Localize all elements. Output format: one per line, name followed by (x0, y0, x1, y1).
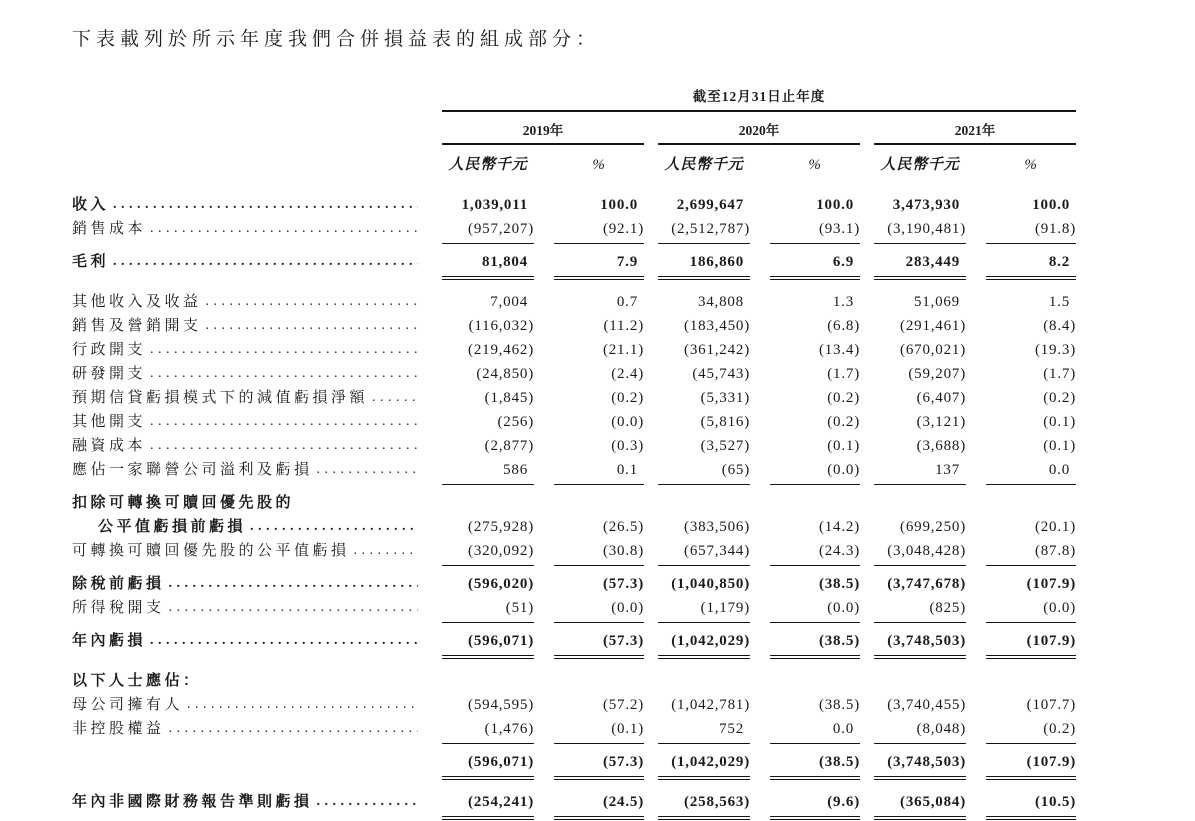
row-label (72, 290, 442, 314)
value-cell (442, 669, 534, 693)
percent-cell: (38.5) (818, 576, 860, 592)
row-label-text: 公平值虧損前虧損 (98, 519, 247, 535)
period-header: 截至12月31日止年度 (442, 85, 1076, 112)
percent-cell: 0.0 (986, 458, 1076, 485)
value-cell: (3,747,678) (887, 576, 966, 592)
value-cell: 81,804 (442, 250, 534, 280)
table-row (72, 386, 1076, 410)
row-label (72, 362, 442, 386)
value-cell: (8,048) (874, 717, 966, 744)
value-cell: (1,179) (658, 596, 750, 623)
percent-cell: (1.7) (1043, 366, 1076, 382)
table-row (72, 290, 1076, 314)
percent-cell: (57.3) (554, 750, 644, 780)
percent-cell: 0.1 (554, 458, 644, 485)
dot-leader (169, 596, 418, 623)
percent-cell: (14.2) (818, 519, 860, 535)
row-label (72, 750, 442, 780)
table-row (72, 790, 1076, 820)
percent-cell: 1.3 (832, 294, 854, 310)
table-row (72, 750, 1076, 780)
value-cell: (45,743) (692, 366, 750, 382)
table-row (72, 314, 1076, 338)
value-cell: 1,039,011 (461, 197, 528, 213)
row-label (72, 458, 442, 485)
value-cell: (116,032) (468, 318, 534, 334)
value-cell: 283,449 (874, 250, 966, 280)
value-cell: (254,241) (442, 790, 534, 820)
percent-cell: 100.0 (1032, 197, 1070, 213)
dot-leader (206, 290, 418, 314)
unit-header: 人民幣千元 (664, 157, 744, 173)
table-row (72, 693, 1076, 717)
table-row (72, 410, 1076, 434)
row-label-text: 行政開支 (72, 342, 147, 358)
value-cell: (3,190,481) (874, 217, 966, 244)
percent-cell (986, 491, 1076, 515)
value-cell: (1,040,850) (671, 576, 750, 592)
value-cell: (3,748,503) (874, 629, 966, 659)
value-cell: 137 (874, 458, 966, 485)
percent-cell: (0.0) (554, 596, 644, 623)
value-cell: (219,462) (468, 342, 534, 358)
year-header-2020: 2020年 (658, 119, 860, 145)
value-cell: 7,004 (490, 294, 528, 310)
percent-cell: 1.5 (1048, 294, 1070, 310)
value-cell: (365,084) (874, 790, 966, 820)
value-cell: 51,069 (913, 294, 960, 310)
value-cell: (596,071) (442, 750, 534, 780)
percent-cell: (2.4) (611, 366, 644, 382)
header-spacer (72, 85, 442, 112)
intro-paragraph: 下表載列於所示年度我們合併損益表的組成部分： (72, 29, 601, 50)
value-cell: (1,476) (442, 717, 534, 744)
row-label (72, 491, 442, 515)
header-spacer (72, 119, 442, 145)
percent-cell: (107.9) (986, 629, 1076, 659)
percent-cell: (38.5) (818, 697, 860, 713)
percent-cell: (0.0) (986, 596, 1076, 623)
period-header-row (72, 85, 1076, 112)
percent-cell: (0.1) (1043, 438, 1076, 454)
row-label-text: 可轉換可贖回優先股的公平值虧損 (72, 543, 350, 559)
percent-cell: (24.3) (770, 539, 860, 566)
percent-header: % (808, 157, 822, 173)
value-cell: (3,688) (916, 438, 966, 454)
percent-cell: (9.6) (770, 790, 860, 820)
percent-cell: (20.1) (1034, 519, 1076, 535)
table-row (72, 515, 1076, 539)
percent-cell: (57.2) (602, 697, 644, 713)
row-label (72, 250, 442, 280)
dot-leader (150, 410, 418, 434)
value-cell: 752 (658, 717, 750, 744)
value-cell: (24,850) (476, 366, 534, 382)
value-cell: (291,461) (900, 318, 966, 334)
percent-cell: (10.5) (986, 790, 1076, 820)
percent-cell: (93.1) (770, 217, 860, 244)
year-header-row (72, 119, 1076, 145)
value-cell: (3,748,503) (874, 750, 966, 780)
dot-leader (150, 434, 418, 458)
value-cell: 34,808 (697, 294, 744, 310)
value-cell: (657,344) (658, 539, 750, 566)
row-label-text: 融資成本 (72, 438, 147, 454)
percent-cell: (26.5) (602, 519, 644, 535)
percent-cell: (0.0) (770, 458, 860, 485)
percent-cell: (57.3) (554, 629, 644, 659)
value-cell: (6,407) (916, 390, 966, 406)
row-label (72, 386, 442, 410)
value-cell: (5,816) (700, 414, 750, 430)
dot-leader (187, 693, 418, 717)
percent-cell: (38.5) (770, 629, 860, 659)
value-cell: (65) (658, 458, 750, 485)
value-cell: (275,928) (468, 519, 534, 535)
percent-cell: (0.1) (554, 717, 644, 744)
value-cell: (3,121) (916, 414, 966, 430)
percent-cell: (107.7) (1026, 697, 1076, 713)
table-row (72, 539, 1076, 566)
value-cell: (361,242) (684, 342, 750, 358)
percent-cell: (0.1) (1043, 414, 1076, 430)
percent-cell: (1.7) (827, 366, 860, 382)
value-cell: (258,563) (658, 790, 750, 820)
row-label-text: 銷售及營銷開支 (72, 318, 202, 334)
percent-header: % (592, 157, 606, 173)
row-label-text: 研發開支 (72, 366, 147, 382)
unit-header: 人民幣千元 (880, 157, 960, 173)
row-label-text: 其他開支 (72, 414, 147, 430)
row-label-text: 收入 (72, 197, 110, 213)
row-label (72, 515, 442, 539)
row-label (72, 193, 442, 217)
row-label-text: 其他收入及收益 (72, 294, 202, 310)
unit-header: 人民幣千元 (448, 157, 528, 173)
value-cell (874, 491, 966, 515)
value-cell: (1,042,781) (671, 697, 750, 713)
row-label-text: 應佔一家聯營公司溢利及虧損 (72, 462, 313, 478)
year-header-2019: 2019年 (442, 119, 644, 145)
dot-leader (354, 539, 418, 566)
value-cell: (596,020) (468, 576, 534, 592)
value-cell: (596,071) (442, 629, 534, 659)
percent-cell: (57.3) (602, 576, 644, 592)
value-cell: (1,845) (484, 390, 534, 406)
value-cell: 186,860 (658, 250, 750, 280)
percent-cell: 100.0 (816, 197, 854, 213)
value-cell (658, 669, 750, 693)
percent-cell (770, 669, 860, 693)
percent-cell: 100.0 (600, 197, 638, 213)
row-label (72, 217, 442, 244)
percent-cell: (6.8) (827, 318, 860, 334)
percent-cell: (107.9) (986, 750, 1076, 780)
row-label-text: 除稅前虧損 (72, 576, 165, 592)
dot-leader (250, 515, 418, 539)
row-label (72, 572, 442, 596)
dot-leader (372, 386, 418, 410)
row-label (72, 693, 442, 717)
value-cell: (699,250) (900, 519, 966, 535)
percent-cell: (92.1) (554, 217, 644, 244)
table-row (72, 338, 1076, 362)
percent-cell: (107.9) (1026, 576, 1076, 592)
percent-cell: (0.3) (611, 438, 644, 454)
row-label-text: 所得稅開支 (72, 600, 165, 616)
percent-header: % (1024, 157, 1038, 173)
value-cell: (825) (874, 596, 966, 623)
header-spacer (72, 153, 442, 177)
dot-leader (169, 717, 418, 744)
dot-leader (150, 338, 418, 362)
row-label (72, 669, 442, 693)
row-label (72, 338, 442, 362)
value-cell: (183,450) (684, 318, 750, 334)
percent-cell: (21.1) (602, 342, 644, 358)
row-label (72, 717, 442, 744)
value-cell (658, 491, 750, 515)
row-label (72, 596, 442, 623)
percent-cell (554, 491, 644, 515)
percent-cell: 0.7 (616, 294, 638, 310)
percent-cell: (11.2) (603, 318, 644, 334)
row-label-text: 銷售成本 (72, 221, 147, 237)
value-cell: 3,473,930 (892, 197, 960, 213)
table-row (72, 491, 1076, 515)
value-cell (442, 491, 534, 515)
percent-cell: 7.9 (554, 250, 644, 280)
row-label (72, 410, 442, 434)
percent-cell: (0.2) (827, 390, 860, 406)
percent-cell: (87.8) (986, 539, 1076, 566)
percent-cell: (38.5) (770, 750, 860, 780)
percent-cell: (13.4) (818, 342, 860, 358)
row-label (72, 629, 442, 659)
row-label-text: 母公司擁有人 (72, 697, 184, 713)
value-cell: (594,595) (468, 697, 534, 713)
percent-cell: (0.0) (770, 596, 860, 623)
percent-cell: 8.2 (986, 250, 1076, 280)
percent-cell: 0.0 (770, 717, 860, 744)
dot-leader (317, 790, 418, 820)
percent-cell: (0.0) (611, 414, 644, 430)
value-cell: (5,331) (700, 390, 750, 406)
value-cell: 2,699,647 (676, 197, 744, 213)
table-row (72, 572, 1076, 596)
value-cell: 586 (442, 458, 534, 485)
percent-cell (554, 669, 644, 693)
table-row (72, 250, 1076, 280)
value-cell: (3,048,428) (874, 539, 966, 566)
value-cell: (383,506) (684, 519, 750, 535)
percent-cell: (0.2) (1043, 390, 1076, 406)
value-cell: (1,042,029) (658, 629, 750, 659)
value-cell: (3,740,455) (887, 697, 966, 713)
percent-cell: (19.3) (1034, 342, 1076, 358)
value-cell: (320,092) (442, 539, 534, 566)
value-cell: (51) (442, 596, 534, 623)
value-cell (874, 669, 966, 693)
table-row (72, 362, 1076, 386)
value-cell: (3,527) (700, 438, 750, 454)
value-cell: (957,207) (442, 217, 534, 244)
row-label-text: 預期信貸虧損模式下的減值虧損淨額 (72, 390, 369, 406)
percent-cell: (30.8) (554, 539, 644, 566)
dot-leader (113, 193, 418, 217)
value-cell: (670,021) (900, 342, 966, 358)
row-label (72, 790, 442, 820)
year-header-2021: 2021年 (874, 119, 1076, 145)
value-cell: (1,042,029) (658, 750, 750, 780)
row-label (72, 434, 442, 458)
row-label (72, 314, 442, 338)
percent-cell (986, 669, 1076, 693)
percent-cell: (0.2) (986, 717, 1076, 744)
value-cell: (2,512,787) (658, 217, 750, 244)
dot-leader (150, 217, 418, 244)
table-row (72, 596, 1076, 623)
percent-cell: 6.9 (770, 250, 860, 280)
dot-leader (206, 314, 418, 338)
units-header-row (72, 153, 1076, 177)
income-statement-table (72, 85, 1076, 820)
dot-leader (169, 572, 418, 596)
row-label-text: 扣除可轉換可贖回優先股的 (72, 495, 295, 511)
percent-cell: (0.2) (611, 390, 644, 406)
dot-leader (150, 362, 418, 386)
table-row (72, 669, 1076, 693)
row-label-text: 非控股權益 (72, 721, 165, 737)
percent-cell: (24.5) (554, 790, 644, 820)
row-label-text: 年內虧損 (72, 633, 147, 649)
percent-cell: (91.8) (986, 217, 1076, 244)
table-row (72, 193, 1076, 217)
dot-leader (317, 458, 418, 485)
dot-leader (113, 250, 418, 280)
value-cell: (256) (497, 414, 534, 430)
percent-cell: (0.1) (827, 438, 860, 454)
value-cell: (59,207) (908, 366, 966, 382)
row-label (72, 539, 442, 566)
row-label-text: 毛利 (72, 254, 110, 270)
table-row (72, 717, 1076, 744)
percent-cell: (8.4) (1043, 318, 1076, 334)
percent-cell (770, 491, 860, 515)
table-body (72, 193, 1076, 820)
value-cell: (2,877) (484, 438, 534, 454)
table-row (72, 434, 1076, 458)
table-row (72, 629, 1076, 659)
table-row (72, 217, 1076, 244)
dot-leader (150, 629, 418, 659)
row-label-text: 以下人士應佔： (72, 673, 202, 689)
percent-cell: (0.2) (827, 414, 860, 430)
row-label-text: 年內非國際財務報告準則虧損 (72, 794, 313, 810)
table-row (72, 458, 1076, 485)
